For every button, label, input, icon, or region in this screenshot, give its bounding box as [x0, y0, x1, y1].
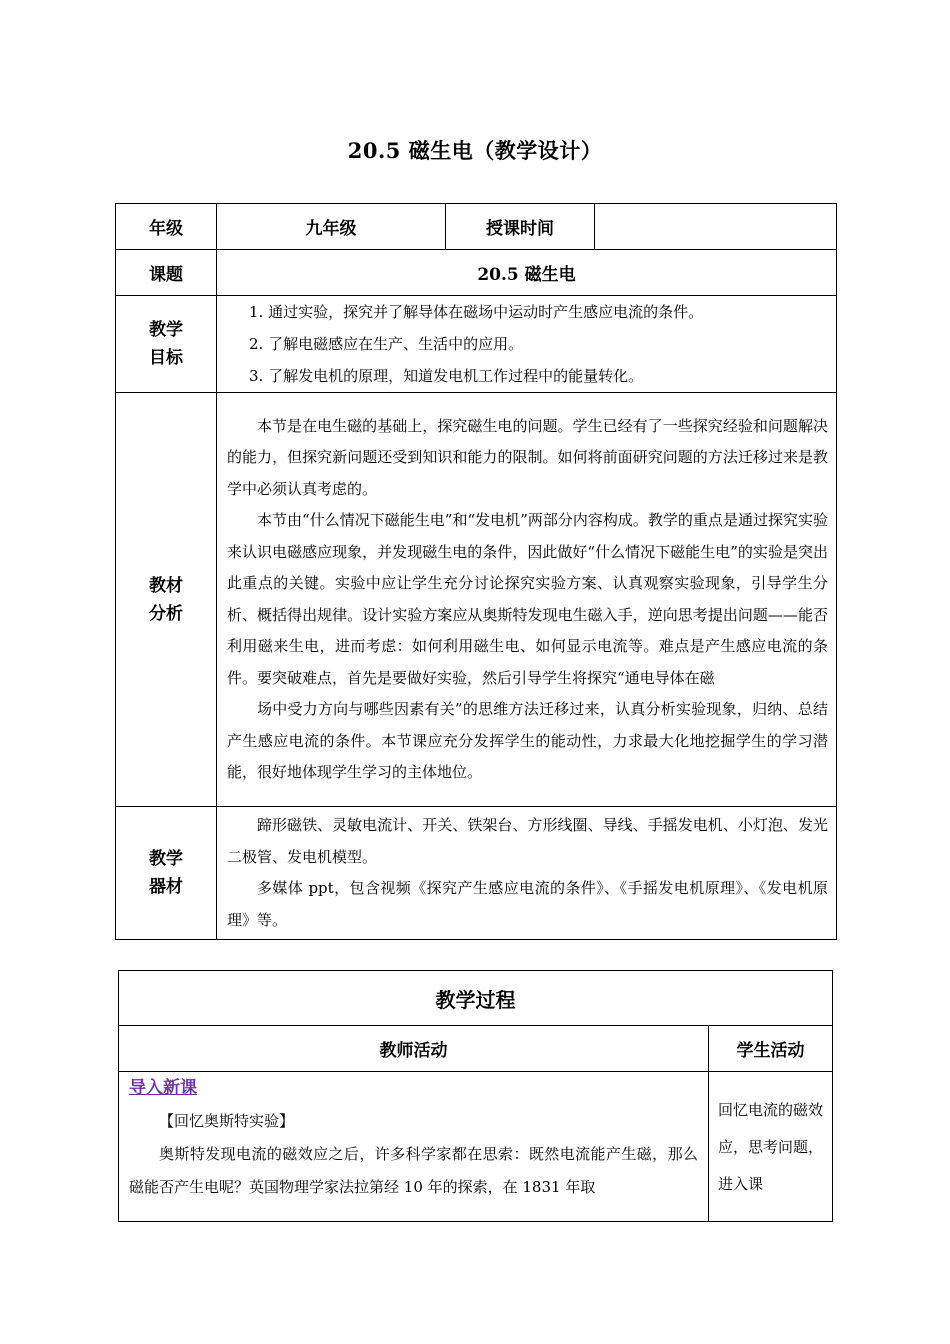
student-activity-header: 学生活动	[709, 1026, 833, 1072]
goals-cell	[217, 296, 837, 393]
teacher-activity-cell	[119, 1072, 709, 1222]
student-activity-cell: 回忆电流的磁效应，思考问题，进入课	[709, 1072, 833, 1222]
goal-item: 1. 通过实验，探究并了解导体在磁场中运动时产生感应电流的条件。	[249, 303, 704, 321]
analysis-label: 教材 分析	[116, 393, 217, 807]
analysis-paragraph: 场中受力方向与哪些因素有关”的思维方法迁移过来，认真分析实验现象，归纳、总结产生感应电流的条件。本节课应充分发挥学生的能动性，力求最大化地挖掘学生的学习潜能，很好地体现学生学习的主体地位。	[227, 700, 828, 781]
process-heading: 教学过程	[119, 971, 833, 1026]
goal-item: 3. 了解发电机的原理，知道发电机工作过程中的能量转化。	[249, 367, 644, 385]
grade-label: 年级	[116, 204, 217, 250]
analysis-cell	[217, 393, 837, 807]
page-title: 20.5 磁生电（教学设计）	[347, 138, 603, 163]
intro-section-link[interactable]: 导入新课	[129, 1078, 197, 1098]
goals-label: 教学 目标	[116, 296, 217, 393]
analysis-paragraph: 本节由“什么情况下磁能生电”和“发电机”两部分内容构成。教学的重点是通过探究实验来认识电磁感应现象，并发现磁生电的条件，因此做好“什么情况下磁能生电”的实验是突出此重点的关键。实验中应让学生充分讨论探究实验方案、认真观察实验现象，引导学生分析、概括得出规律。设计实验方案应从奥斯特发现电生磁入手，逆向思考提出问题——能否利用磁来生电，进而考虑：如何利用磁生电、如何显示电流等。难点是产生感应电流的条件。要突破难点，首先是要做好实验，然后引导学生将探究“通电导体在磁	[227, 511, 828, 687]
topic-value: 20.5 磁生电	[217, 250, 837, 296]
topic-label: 课题	[116, 250, 217, 296]
equipment-paragraph: 蹄形磁铁、灵敏电流计、开关、铁架台、方形线圈、导线、手摇发电机、小灯泡、发光二极管、发电机模型。	[227, 816, 828, 866]
equipment-cell	[217, 807, 837, 940]
grade-value: 九年级	[217, 204, 446, 250]
time-label: 授课时间	[446, 204, 595, 250]
equipment-paragraph: 多媒体 ppt，包含视频《探究产生感应电流的条件》、《手摇发电机原理》、《发电机原理》等。	[227, 879, 828, 929]
time-value	[595, 204, 837, 250]
lesson-info-table	[115, 203, 837, 940]
teacher-activity-header: 教师活动	[119, 1026, 709, 1072]
equipment-label: 教学 器材	[116, 807, 217, 940]
recall-subheading: 【回忆奥斯特实验】	[159, 1112, 295, 1130]
goal-item: 2. 了解电磁感应在生产、生活中的应用。	[249, 335, 524, 353]
teacher-paragraph: 奥斯特发现电流的磁效应之后，许多科学家都在思索：既然电流能产生磁，那么磁能否产生电呢？英国物理学家法拉第经 10 年的探索，在 1831 年取	[129, 1145, 698, 1196]
analysis-paragraph: 本节是在电生磁的基础上，探究磁生电的问题。学生已经有了一些探究经验和问题解决的能力，但探究新问题还受到知识和能力的限制。如何将前面研究问题的方法迁移过来是教学中必须认真考虑的。	[227, 416, 828, 498]
teaching-process-table	[118, 970, 833, 1222]
